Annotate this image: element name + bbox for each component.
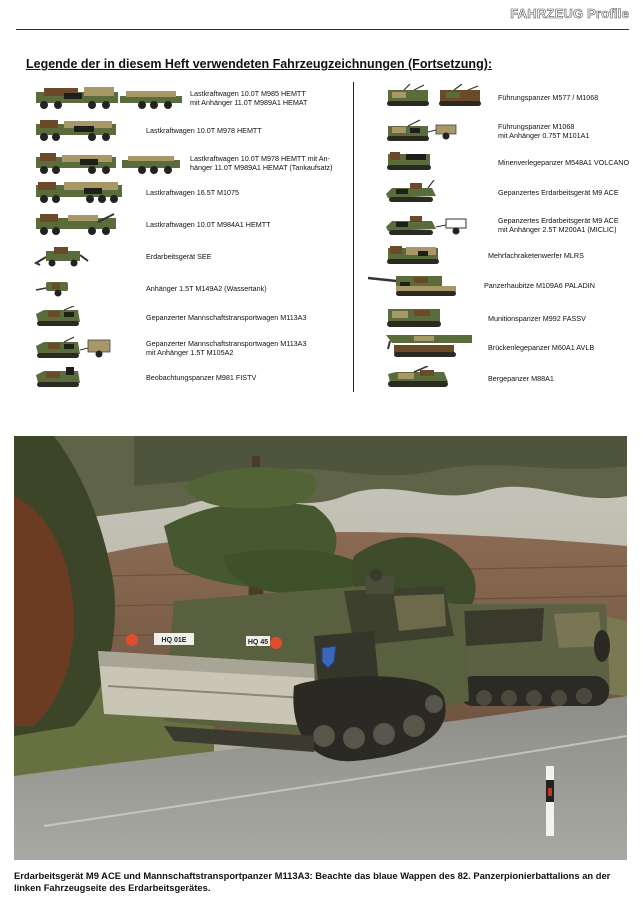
- legend-label: Lastkraftwagen 16.5T M1075: [146, 187, 239, 197]
- roadside-post: [546, 766, 554, 836]
- legend-entry: [384, 84, 598, 110]
- legend-label: Erdarbeitsgerät SEE: [146, 251, 212, 261]
- legend-entry: [384, 118, 589, 144]
- header-rule: [16, 29, 629, 30]
- legend-label: Mehrfachraketenwerfer MLRS: [488, 250, 584, 260]
- backhoe-icon: [34, 245, 90, 267]
- legend-label: Brückenlegepanzer M60A1 AVLB: [488, 342, 595, 352]
- apc-with-trailer-icon: [384, 118, 460, 144]
- legend-label: Lastkraftwagen 10.0T M984A1 HEMTT: [146, 219, 271, 229]
- recovery-vehicle-icon: [384, 366, 452, 390]
- legend-label: Bergepanzer M88A1: [488, 373, 554, 383]
- truck-icon: [34, 212, 120, 236]
- legend-label: Gepanzerter Mannschaftstransportwagen M113A3 mit Anhänger 1.5T M105A2: [146, 339, 307, 357]
- legend-entry: [34, 86, 307, 110]
- armored-earthmover-icon: [384, 180, 440, 204]
- legend-label: Munitionspanzer M992 FASSV: [488, 313, 586, 323]
- ammo-carrier-icon: [384, 306, 444, 330]
- plate-right: HQ 45: [247, 639, 269, 646]
- legend-label: Führungspanzer M577 / M1068: [498, 92, 599, 102]
- legend-entry: [384, 180, 619, 204]
- legend-entry: [384, 243, 584, 267]
- rocket-launcher-icon: [384, 243, 442, 267]
- legend-label: Führungspanzer M1068 mit Anhänger 0.75T M101A1: [498, 122, 590, 140]
- apc-icon: [34, 306, 82, 328]
- page-header: [0, 0, 643, 30]
- legend-label: Lastkraftwagen 10.0T M985 HEMTT mit Anhänger 11.0T M989A1 HEMAT: [190, 89, 308, 107]
- legend-entry: [384, 333, 594, 361]
- legend-entry: [34, 278, 267, 298]
- legend-entry: [34, 212, 271, 236]
- legend-entry: [34, 336, 306, 360]
- legend-entry: [384, 213, 619, 237]
- legend-label: Lastkraftwagen 10.0T M978 HEMTT mit An- hänger 11.0T M989A1 HEMAT (Tankaufsatz): [190, 154, 333, 172]
- plate-left: HQ 01E: [161, 637, 187, 644]
- legend-entry: [34, 306, 306, 328]
- howitzer-icon: [366, 272, 462, 298]
- earthmover-with-trailer-icon: [384, 213, 470, 237]
- legend-label: Anhänger 1.5T M149A2 (Wassertank): [146, 283, 267, 293]
- legend-entry: [366, 272, 595, 298]
- apc-with-trailer-icon: [34, 336, 114, 360]
- legend-label: Gepanzertes Erdarbeitsgerät M9 ACE: [498, 187, 619, 197]
- legend-entry: [34, 118, 262, 142]
- legend-label: Gepanzertes Erdarbeitsgerät M9 ACE mit Anhänger 2.5T M200A1 (MICLIC): [498, 216, 619, 234]
- truck-with-trailer-icon: [34, 151, 184, 175]
- legend-entry: [34, 365, 256, 389]
- legend-label: Beobachtungspanzer M981 FISTV: [146, 372, 257, 382]
- legend-entry: [34, 245, 212, 267]
- tracked-carrier-icon: [384, 150, 434, 174]
- trailer-icon: [34, 278, 74, 298]
- vehicle-photo: [14, 436, 627, 860]
- apc-icon: [34, 365, 82, 389]
- legend-entry: [34, 151, 333, 175]
- legend-entry: [384, 150, 629, 174]
- truck-icon: [34, 118, 120, 142]
- legend-label: Panzerhaubitze M109A6 PALADIN: [484, 280, 595, 290]
- legend-label: Gepanzerter Mannschaftstransportwagen M113A3: [146, 312, 307, 322]
- truck-with-trailer-icon: [34, 86, 184, 110]
- m113-apc: [454, 604, 610, 706]
- photo-caption: Erdarbeitsgerät M9 ACE und Mannschaftstransportpanzer M113A3: Beachte das blaue Wappen des 82. Panzerpionierbattalions an der linken Fahrzeugseite des Erdarbeitsgerätes.: [14, 870, 611, 893]
- legend-entry: [384, 306, 586, 330]
- legend-label: Minenverlegepanzer M548A1 VOLCANO: [498, 157, 630, 167]
- legend-entry: [34, 180, 239, 204]
- bridge-layer-icon: [384, 333, 476, 361]
- command-vehicle-icon: [384, 84, 484, 110]
- legend-entry: [384, 366, 554, 390]
- column-divider: [353, 82, 354, 392]
- truck-icon: [34, 180, 124, 204]
- legend-label: Lastkraftwagen 10.0T M978 HEMTT: [146, 125, 262, 135]
- photo-scene: [14, 436, 627, 860]
- brand-title: FAHRZEUG Profile: [510, 6, 629, 21]
- legend-title: Legende der in diesem Heft verwendeten Fahrzeugzeichnungen (Fortsetzung):: [26, 57, 493, 71]
